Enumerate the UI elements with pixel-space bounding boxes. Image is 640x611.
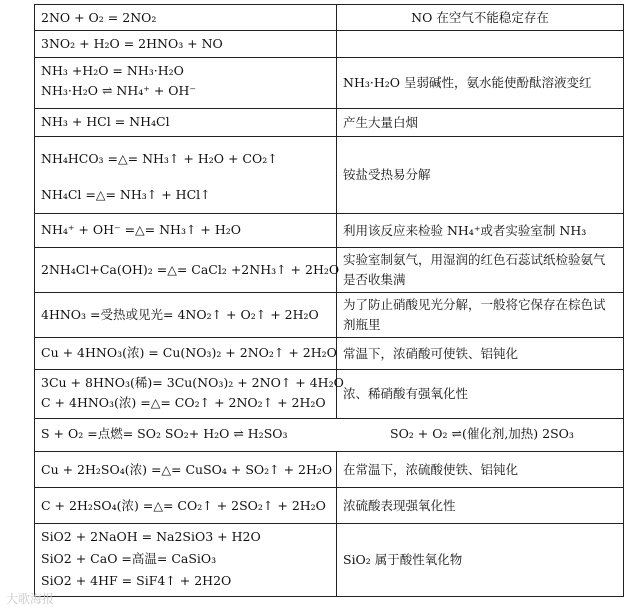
note-text: 常温下，浓硝酸可使铁、铝钝化: [343, 345, 519, 361]
equation-line: NH₃·H₂O ⇌ NH₄⁺ + OH⁻: [41, 83, 197, 98]
equation-cell: [35, 338, 337, 369]
equation-line: NH₃ +H₂O = NH₃·H₂O: [41, 63, 184, 78]
equation-line: SiO2 + 4HF = SiF4↑ + 2H2O: [41, 573, 232, 588]
note-text: NO 在空气不能稳定存在: [411, 9, 549, 25]
equation-line: Cu + 2H₂SO₄(浓) =△= CuSO₄ + SO₂↑ + 2H₂O: [41, 462, 333, 477]
note-text: 浓硫酸表现强氧化性: [343, 497, 456, 513]
note-cell: [337, 370, 623, 418]
equation-cell: [35, 58, 337, 108]
equation-line: SiO2 + CaO =高温= CaSiO₃: [41, 551, 217, 566]
equation-line: SiO2 + 2NaOH = Na2SiO3 + H2O: [41, 529, 261, 544]
chemistry-table: [34, 4, 624, 597]
equation-cell: [35, 109, 337, 136]
note-cell: [337, 31, 623, 57]
equation-line: 4HNO₃ =受热或见光= 4NO₂↑ + O₂↑ + 2H₂O: [41, 307, 319, 322]
equation-cell: [35, 248, 340, 292]
equation-cell: [35, 524, 337, 596]
equation-line: 3NO₂ + H₂O = 2HNO₃ + NO: [41, 36, 223, 51]
note-text: SiO₂ 属于酸性氧化物: [343, 552, 463, 567]
note-text: 为了防止硝酸见光分解，一般将它保存在棕色试剂瓶里: [343, 297, 606, 332]
note-text: SO₂ + O₂ ⇌(催化剂,加热) 2SO₃: [390, 426, 574, 441]
table-row: [35, 451, 623, 487]
equation-line: S + O₂ =点燃= SO₂ SO₂+ H₂O ⇌ H₂SO₃: [41, 426, 288, 441]
note-text: 实验室制氨气，用湿润的红色石蕊试纸检验氨气是否收集满: [343, 252, 606, 287]
note-text: 在常温下，浓硫酸使铁、铝钝化: [343, 461, 519, 477]
note-cell: [337, 5, 623, 30]
watermark: 大歌海报: [6, 592, 55, 606]
table-row: [35, 136, 623, 213]
equation-cell: [35, 5, 337, 30]
note-cell: [337, 452, 623, 487]
note-text: NH₃·H₂O 呈弱碱性，氨水能使酚酞溶液变红: [343, 75, 592, 90]
table-row: [35, 5, 623, 30]
equation-line: 2NH₄Cl+Ca(OH)₂ =△= CaCl₂ +2NH₃↑ + 2H₂O: [41, 262, 340, 277]
table-row: [35, 108, 623, 136]
table-row: [35, 523, 623, 596]
table-row: [35, 292, 623, 337]
equation-line: C + 4HNO₃(浓) =△= CO₂↑ + 2NO₂↑ + 2H₂O: [41, 395, 326, 410]
equation-line: Cu + 4HNO₃(浓) = Cu(NO₃)₂ + 2NO₂↑ + 2H₂O: [41, 345, 337, 360]
note-cell: [337, 248, 623, 292]
table-row: [35, 57, 623, 108]
table-row: [35, 418, 623, 451]
equation-cell: [35, 488, 337, 523]
note-cell: [337, 524, 623, 596]
equation-line: NH₄HCO₃ =△= NH₃↑ + H₂O + CO₂↑: [41, 151, 278, 166]
note-text: 铵盐受热易分解: [343, 167, 431, 182]
equation-line: 2NO + O₂ = 2NO₂: [41, 10, 157, 25]
equation-cell: [35, 214, 337, 247]
note-cell: [337, 214, 623, 247]
equation-cell: [35, 452, 337, 487]
equation-cell: [35, 293, 337, 337]
equation-line: NH₄⁺ + OH⁻ =△= NH₃↑ + H₂O: [41, 222, 242, 237]
equation-cell: [35, 370, 344, 418]
table-row: [35, 30, 623, 57]
note-cell: [337, 109, 623, 136]
equation-cell: [35, 137, 337, 213]
note-text: 产生大量白烟: [343, 114, 419, 130]
table-row: [35, 337, 623, 369]
note-cell: [337, 338, 623, 369]
note-cell: [337, 488, 623, 523]
equation-line: C + 2H₂SO₄(浓) =△= CO₂↑ + 2SO₂↑ + 2H₂O: [41, 498, 326, 513]
note-cell: [337, 293, 623, 337]
equation-line: 3Cu + 8HNO₃(稀)= 3Cu(NO₃)₂ + 2NO↑ + 4H₂O: [41, 375, 344, 390]
equation-line: NH₄Cl =△= NH₃↑ + HCl↑: [41, 187, 211, 202]
note-cell: [337, 137, 623, 213]
note-cell: [337, 58, 623, 108]
table-row: [35, 247, 623, 292]
note-text: 利用该反应来检验 NH₄⁺或者实验室制 NH₃: [343, 222, 587, 238]
equation-line: NH₃ + HCl = NH₄Cl: [41, 114, 170, 129]
table-row: [35, 213, 623, 247]
table-row: [35, 369, 623, 418]
equation-cell: [35, 31, 337, 57]
note-text: 浓、稀硝酸有强氧化性: [343, 386, 469, 401]
table-row: [35, 487, 623, 523]
